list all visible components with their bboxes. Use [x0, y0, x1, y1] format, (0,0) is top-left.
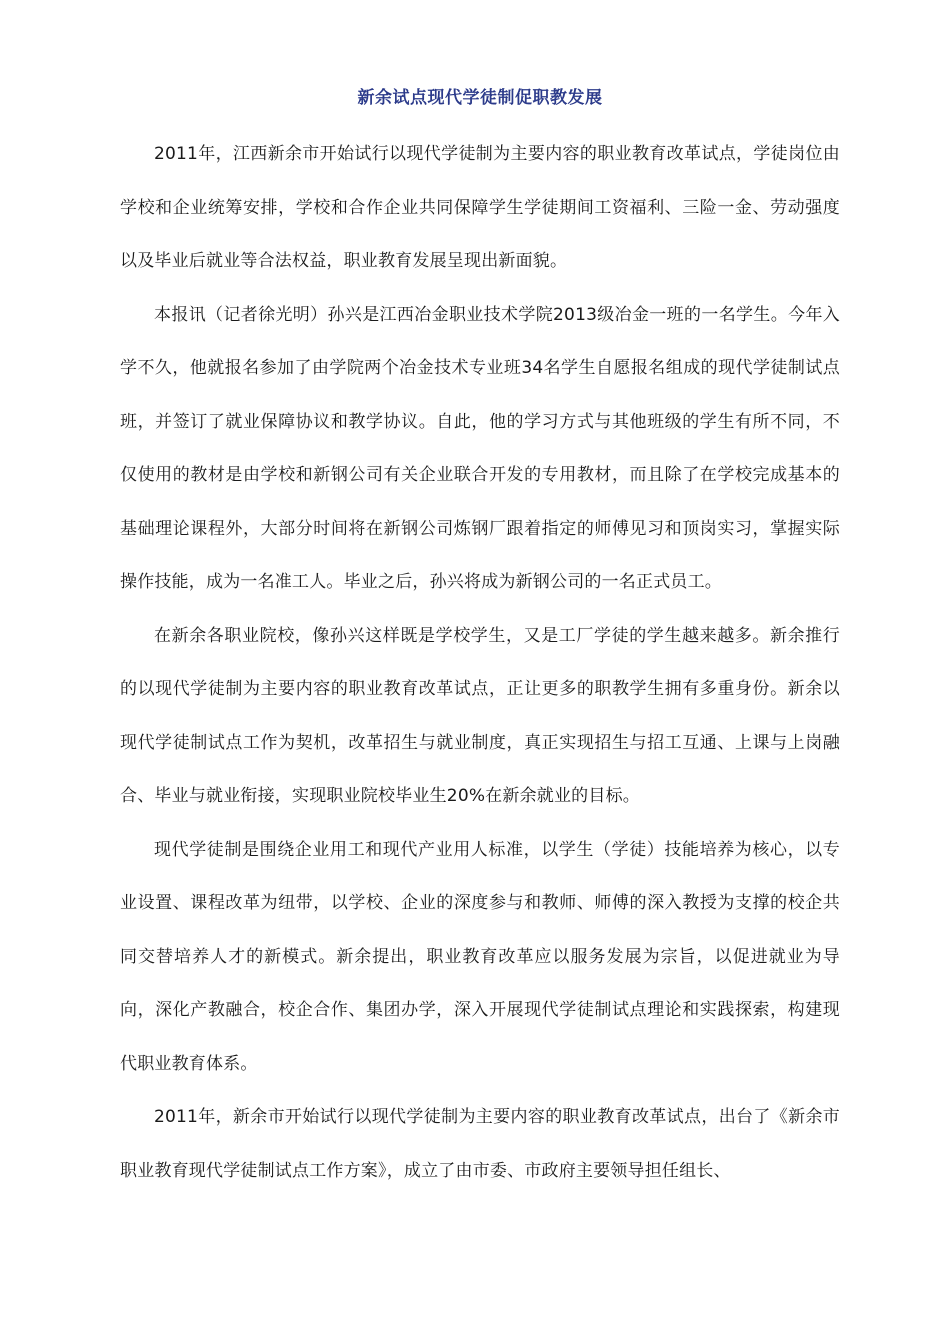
paragraph-3: 在新余各职业院校，像孙兴这样既是学校学生，又是工厂学徒的学生越来越多。新余推行的以现代学徒制为主要内容的职业教育改革试点，正让更多的职教学生拥有多重身份。新余以现代学徒制试点工作为契机，改革招生与就业制度，真正实现招生与招工互通、上课与上岗融合、毕业与就业衔接，实现职业院校毕业生20%在新余就业的目标。	[120, 625, 840, 806]
paragraph-4: 现代学徒制是围绕企业用工和现代产业用人标准，以学生（学徒）技能培养为核心，以专业设置、课程改革为纽带，以学校、企业的深度参与和教师、师傅的深入教授为支撑的校企共同交替培养人才的新模式。新余提出，职业教育改革应以服务发展为宗旨，以促进就业为导向，深化产教融合，校企合作、集团办学，深入开展现代学徒制试点理论和实践探索，构建现代职业教育体系。	[120, 839, 840, 1074]
paragraph-1: 2011年，江西新余市开始试行以现代学徒制为主要内容的职业教育改革试点，学徒岗位由学校和企业统筹安排，学校和合作企业共同保障学生学徒期间工资福利、三险一金、劳动强度以及毕业后就业等合法权益，职业教育发展呈现出新面貌。	[120, 144, 840, 271]
paragraph-5: 2011年，新余市开始试行以现代学徒制为主要内容的职业教育改革试点，出台了《新余市职业教育现代学徒制试点工作方案》，成立了由市委、市政府主要领导担任组长、	[120, 1107, 840, 1181]
paragraph-2: 本报讯（记者徐光明）孙兴是江西冶金职业技术学院2013级冶金一班的一名学生。今年入学不久，他就报名参加了由学院两个冶金技术专业班34名学生自愿报名组成的现代学徒制试点班，并签订了就业保障协议和教学协议。自此，他的学习方式与其他班级的学生有所不同，不仅使用的教材是由学校和新钢公司有关企业联合开发的专用教材，而且除了在学校完成基本的基础理论课程外，大部分时间将在新钢公司炼钢厂跟着指定的师傅见习和顶岗实习，掌握实际操作技能，成为一名准工人。毕业之后，孙兴将成为新钢公司的一名正式员工。	[120, 304, 840, 592]
document-title: 新余试点现代学徒制促职教发展	[357, 88, 603, 108]
